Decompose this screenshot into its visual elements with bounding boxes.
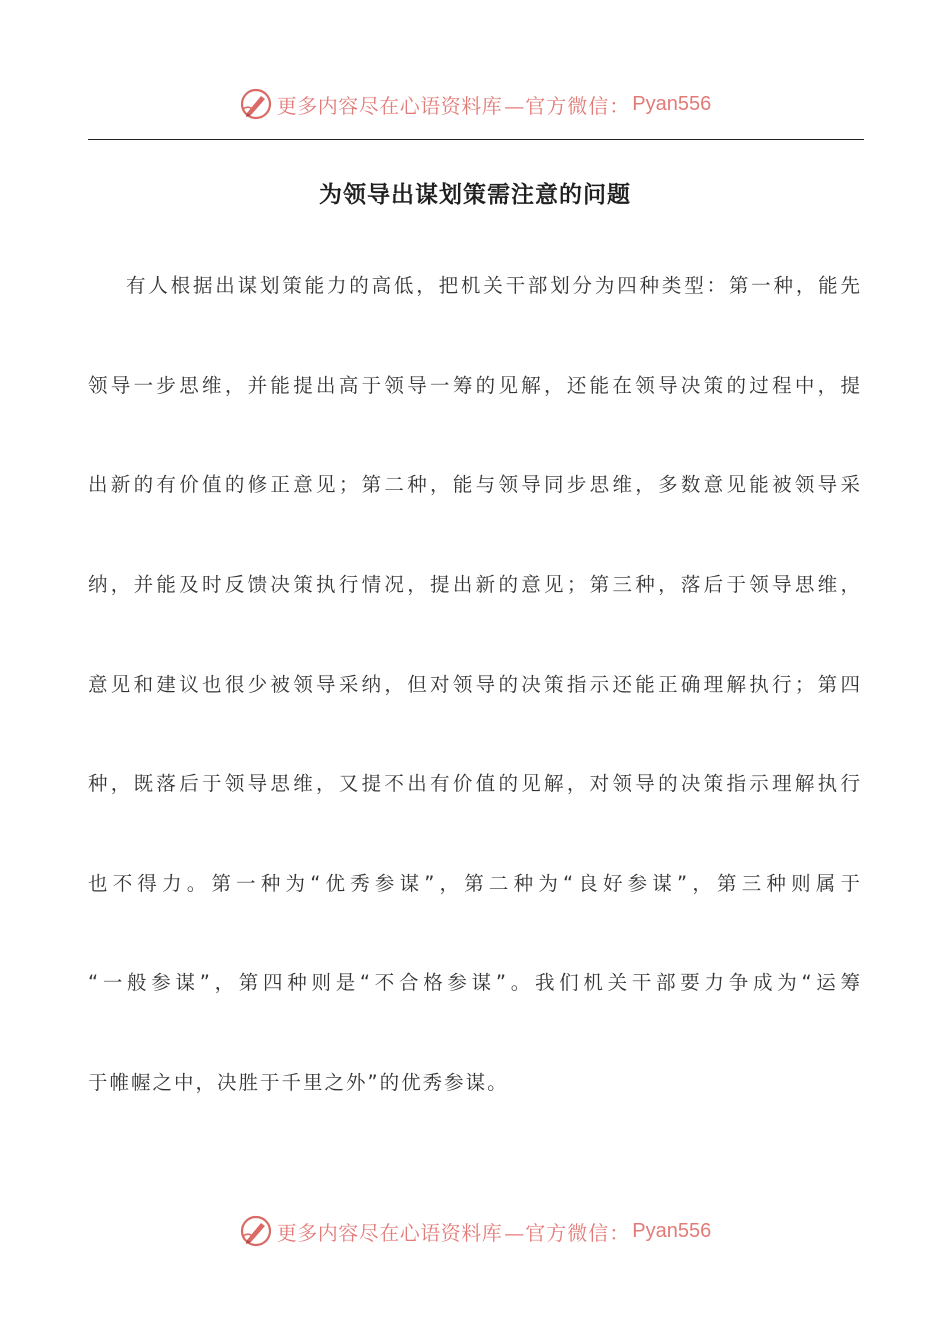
footer-banner: [0, 1209, 950, 1253]
banner-wechat-label: —官方微信：: [504, 93, 631, 118]
banner-wechat-id: Pyan556: [632, 92, 712, 115]
paragraph-line: 种，既落后于领导思维，又提不出有价值的见解，对领导的决策指示理解执行: [88, 772, 860, 795]
paragraph-line: 于帷幄之中，决胜于千里之外”的优秀参谋。: [88, 1071, 509, 1094]
banner-wechat-id: Pyan556: [632, 1219, 712, 1242]
paragraph-line: 有人根据出谋划策能力的高低，把机关干部划分为四种类型：第一种，能先: [126, 274, 860, 297]
pen-logo-icon: [239, 87, 273, 121]
banner-brand-text: 更多内容尽在心语资料库: [276, 1220, 503, 1245]
paragraph-line: 意见和建议也很少被领导采纳，但对领导的决策指示还能正确理解执行；第四: [88, 673, 860, 696]
pen-logo-icon: [239, 1214, 273, 1248]
banner-wechat-label: —官方微信：: [504, 1220, 631, 1245]
paragraph-line: 纳，并能及时反馈决策执行情况，提出新的意见；第三种，落后于领导思维，: [88, 573, 860, 596]
paragraph-line: 也不得力。第一种为“优秀参谋”，第二种为“良好参谋”，第三种则属于: [88, 872, 860, 895]
document-title: 为领导出谋划策需注意的问题: [319, 182, 631, 208]
banner-brand-text: 更多内容尽在心语资料库: [276, 93, 503, 118]
paragraph-line: 出新的有价值的修正意见；第二种，能与领导同步思维，多数意见能被领导采: [88, 473, 860, 496]
header-divider: [88, 139, 864, 140]
paragraph-line: “一般参谋”，第四种则是“不合格参谋”。我们机关干部要力争成为“运筹: [88, 971, 860, 994]
header-banner: [0, 82, 950, 126]
paragraph-line: 领导一步思维，并能提出高于领导一筹的见解，还能在领导决策的过程中，提: [88, 374, 860, 397]
